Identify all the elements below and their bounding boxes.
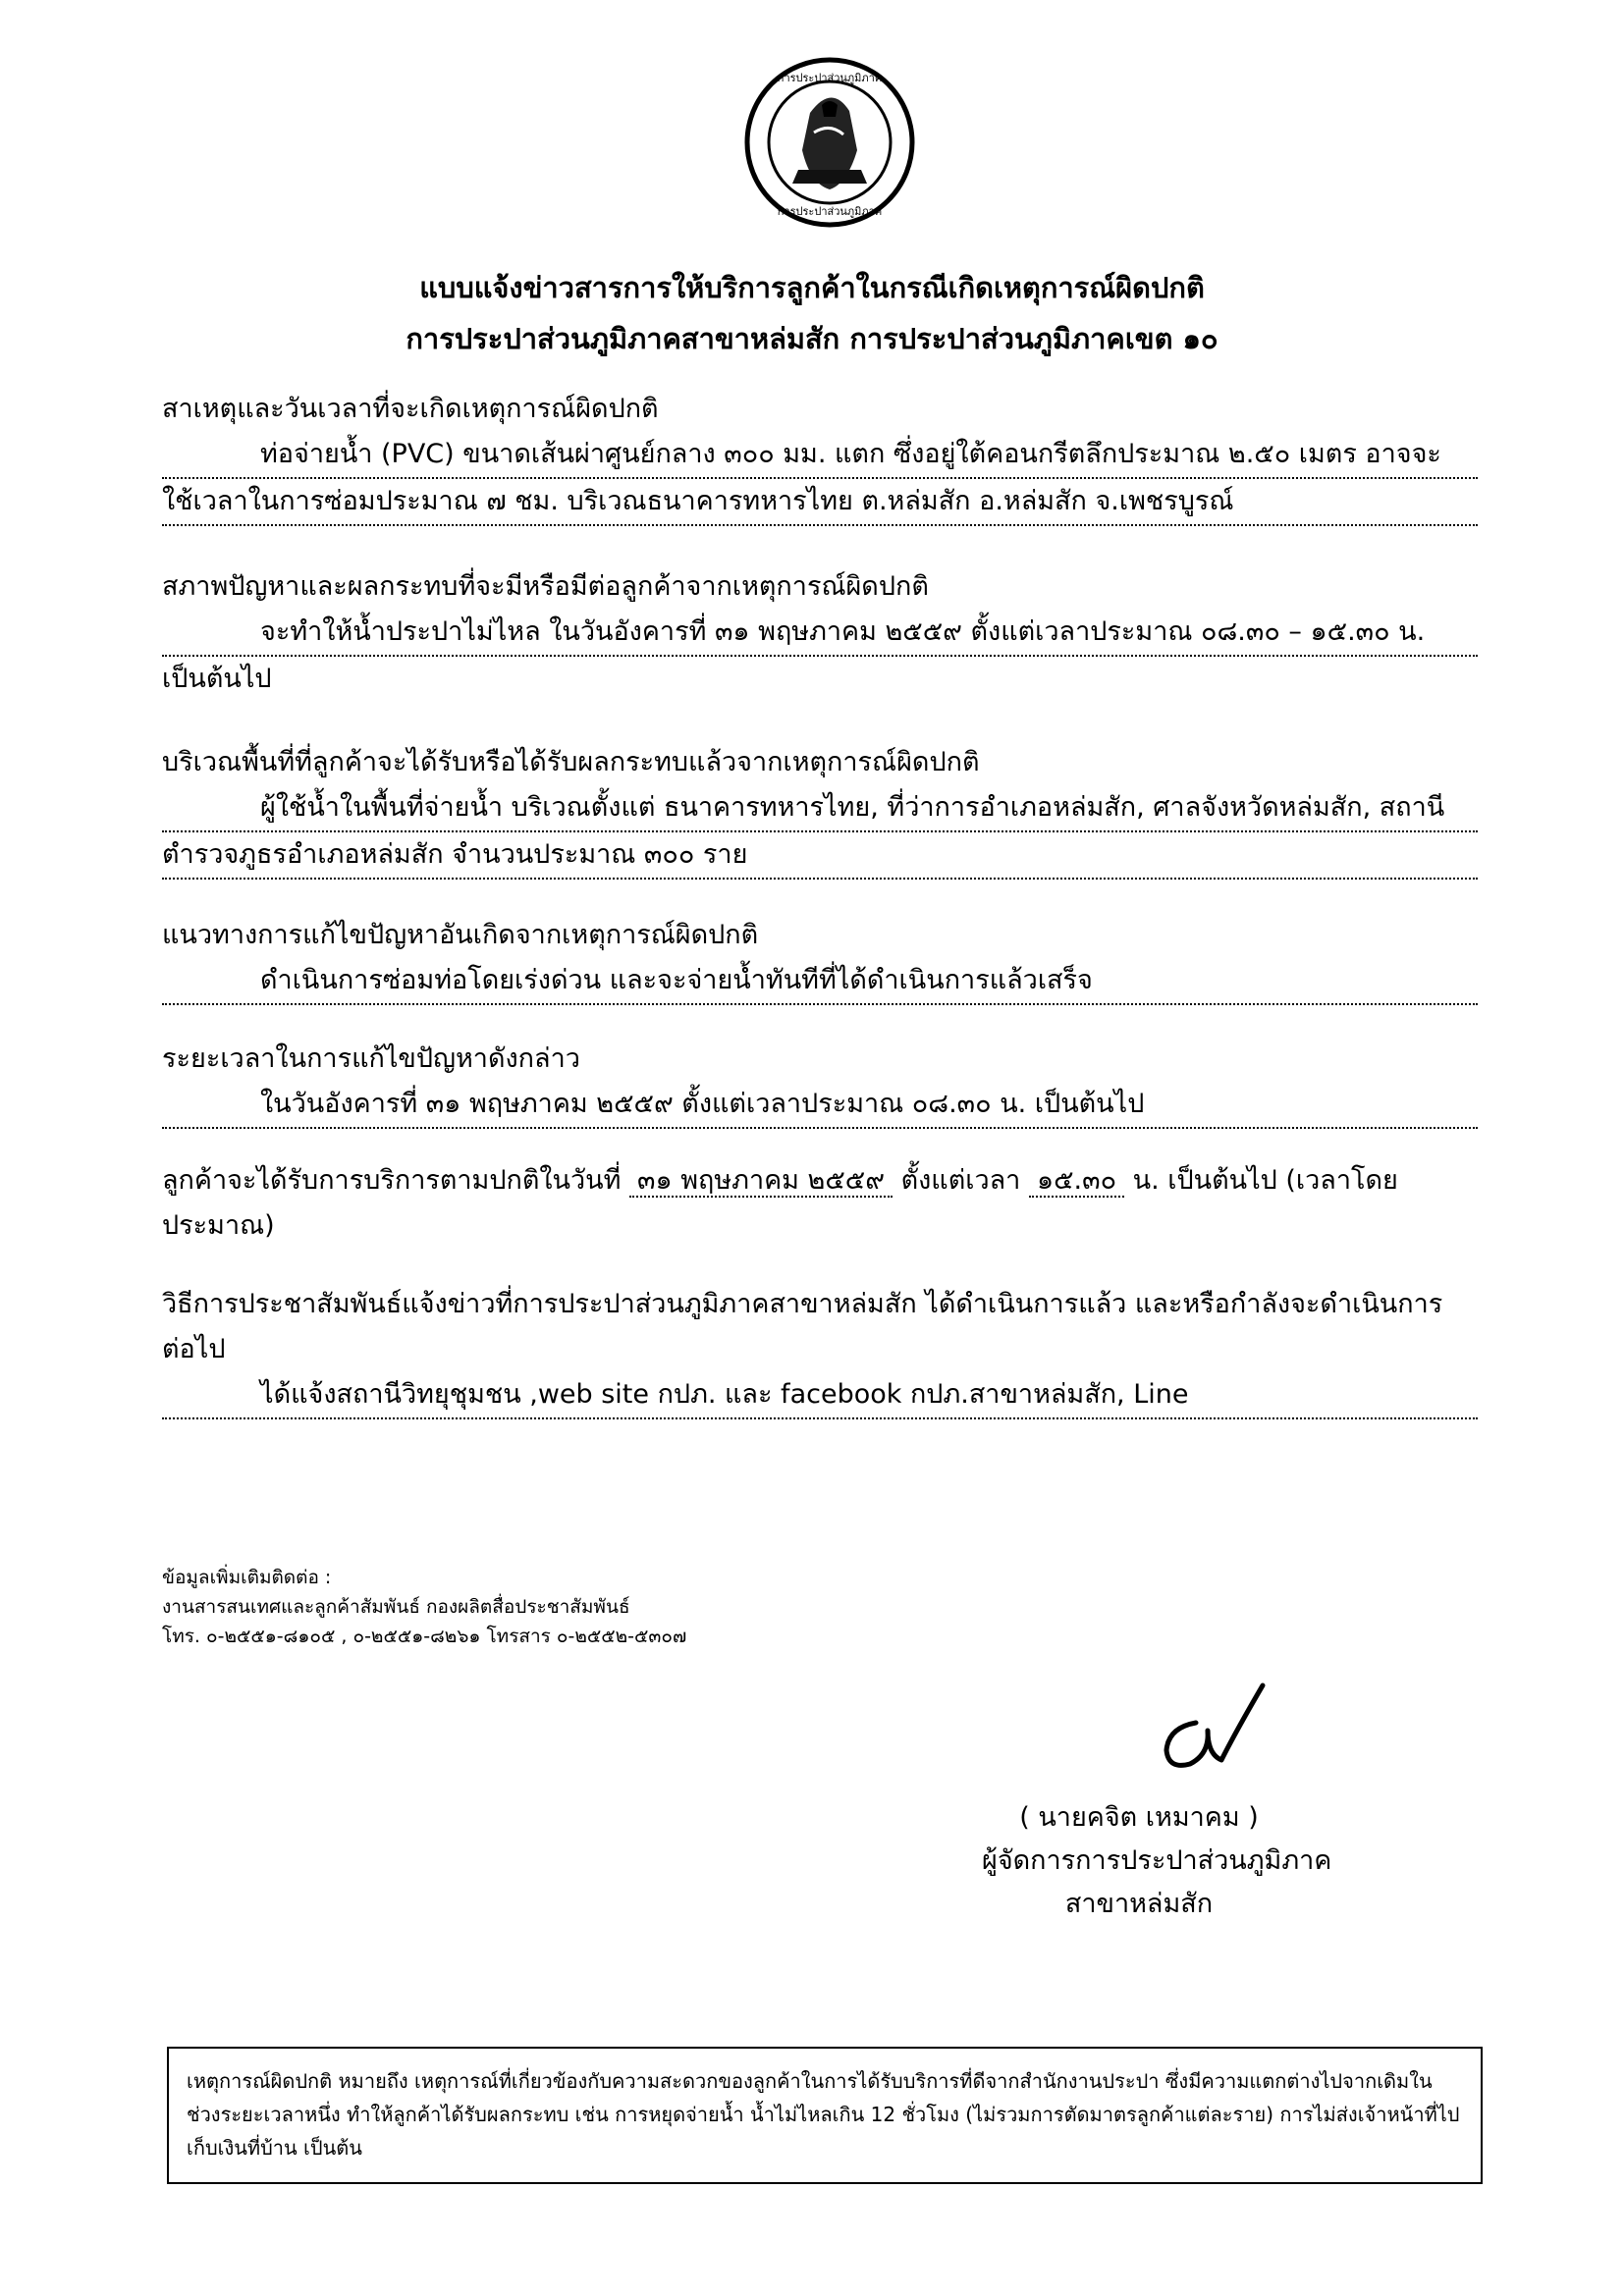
pwa-seal-logo [741, 54, 918, 231]
definition-note-text: เหตุการณ์ผิดปกติ หมายถึง เหตุการณ์ที่เกี่ยวข้องกับความสะดวกของลูกค้าในการได้รับบริการที่ดีจากสำนักงานประปา ซึ่งมีความแตกต่างไปจากเดิมในช่วงระยะเวลาหนึ่ง ทำให้ลูกค้าได้รับผลกระทบ เช่น การหยุดจ่ายน้ำ น้ำไม่ไหลเกิน 12 ชั่วโมง (ไม่รวมการตัดมาตรลูกค้าแต่ละราย) การไม่ส่งเจ้าหน้าที่ไปเก็บเงินที่บ้าน เป็นต้น [187, 2069, 1460, 2160]
signer-position: ผู้จัดการการประปาส่วนภูมิภาค [982, 1845, 1332, 1876]
restore-line-2: ประมาณ) [162, 1210, 275, 1241]
contact-label: ข้อมูลเพิ่มเติมติดต่อ : [162, 1567, 332, 1588]
seal-text-top: การประปาส่วนภูมิภาค [777, 72, 883, 84]
section-heading: สาเหตุและวันเวลาที่จะเกิดเหตุการณ์ผิดปกติ [162, 394, 659, 424]
section-impact [162, 564, 1478, 702]
section-answer-line: จะทำให้น้ำประปาไม่ไหล ในวันอังคารที่ ๓๑ พฤษภาคม ๒๕๕๙ ตั้งแต่เวลาประมาณ ๐๘.๓๐ – ๑๕.๓๐ น. [162, 610, 1478, 657]
restore-text: น. เป็นต้นไป (เวลาโดย [1132, 1165, 1398, 1196]
section-solution [162, 913, 1478, 1005]
section-answer-line: ได้แจ้งสถานีวิทยุชุมชน ,web site กปภ. และ facebook กปภ.สาขาหล่มสัก, Line [162, 1372, 1478, 1419]
section-answer-line: ท่อจ่ายน้ำ (PVC) ขนาดเส้นผ่าศูนย์กลาง ๓๐๐ มม. แตก ซึ่งอยู่ใต้คอนกรีตลึกประมาณ ๒.๕๐ เมตร อาจจะ [162, 432, 1478, 479]
definition-note-box [167, 2047, 1483, 2184]
section-heading: วิธีการประชาสัมพันธ์แจ้งข่าวที่การประปาส่วนภูมิภาคสาขาหล่มสัก ได้ดำเนินการแล้ว และหรือกำลังจะดำเนินการ [162, 1289, 1443, 1319]
section-answer-line: ผู้ใช้น้ำในพื้นที่จ่ายน้ำ บริเวณตั้งแต่ ธนาคารทหารไทย, ที่ว่าการอำเภอหล่มสัก, ศาลจังหวัดหล่มสัก, สถานี [162, 785, 1478, 832]
contact-department: งานสารสนเทศและลูกค้าสัมพันธ์ กองผลิตสื่อประชาสัมพันธ์ [162, 1596, 630, 1618]
signer-block [982, 1796, 1332, 1926]
section-answer-line: ดำเนินการซ่อมท่อโดยเร่งด่วน และจะจ่ายน้ำทันทีที่ได้ดำเนินการแล้วเสร็จ [162, 958, 1478, 1005]
section-cause [162, 387, 1478, 526]
section-area [162, 740, 1478, 880]
section-restore [162, 1158, 1478, 1249]
handwritten-signature [1139, 1674, 1276, 1782]
form-title: แบบแจ้งข่าวสารการให้บริการลูกค้าในกรณีเกิดเหตุการณ์ผิดปกติ [419, 271, 1205, 304]
restore-line [162, 1158, 1478, 1203]
restore-text: ตั้งแต่เวลา [900, 1165, 1021, 1196]
section-heading: ต่อไป [162, 1334, 226, 1364]
section-heading: แนวทางการแก้ไขปัญหาอันเกิดจากเหตุการณ์ผิดปกติ [162, 920, 759, 950]
section-answer-line: ในวันอังคารที่ ๓๑ พฤษภาคม ๒๕๕๙ ตั้งแต่เวลาประมาณ ๐๘.๓๐ น. เป็นต้นไป [162, 1082, 1478, 1129]
section-heading: สภาพปัญหาและผลกระทบที่จะมีหรือมีต่อลูกค้าจากเหตุการณ์ผิดปกติ [162, 571, 929, 602]
signer-name: ( นายคจิต เหมาคม ) [1019, 1802, 1259, 1833]
section-pr [162, 1282, 1478, 1419]
restore-date: ๓๑ พฤษภาคม ๒๕๕๙ [629, 1165, 893, 1198]
section-answer-line: ตำรวจภูธรอำเภอหล่มสัก จำนวนประมาณ ๓๐๐ ราย [162, 832, 1478, 880]
section-heading: บริเวณพื้นที่ที่ลูกค้าจะได้รับหรือได้รับผลกระทบแล้วจากเหตุการณ์ผิดปกติ [162, 747, 980, 777]
restore-time: ๑๕.๓๐ [1029, 1165, 1124, 1198]
contact-phone: โทร. ๐-๒๕๕๑-๘๑๐๕ , ๐-๒๕๕๑-๘๒๖๑ โทรสาร ๐-๒๕๕๒-๕๓๐๗ [162, 1626, 687, 1647]
signer-branch: สาขาหล่มสัก [1064, 1889, 1214, 1919]
contact-info [162, 1563, 686, 1651]
section-duration [162, 1037, 1478, 1129]
section-answer-line: ใช้เวลาในการซ่อมประมาณ ๗ ชม. บริเวณธนาคารทหารไทย ต.หล่มสัก อ.หล่มสัก จ.เพชรบูรณ์ [162, 479, 1478, 526]
restore-text: ลูกค้าจะได้รับการบริการตามปกติในวันที่ [162, 1165, 622, 1196]
section-answer-line: เป็นต้นไป [162, 664, 272, 694]
form-subtitle: การประปาส่วนภูมิภาคสาขาหล่มสัก การประปาส่วนภูมิภาคเขต ๑๐ [406, 322, 1218, 355]
section-heading: ระยะเวลาในการแก้ไขปัญหาดังกล่าว [162, 1043, 580, 1074]
seal-text-bottom: การประปาส่วนภูมิภาค [777, 205, 883, 218]
